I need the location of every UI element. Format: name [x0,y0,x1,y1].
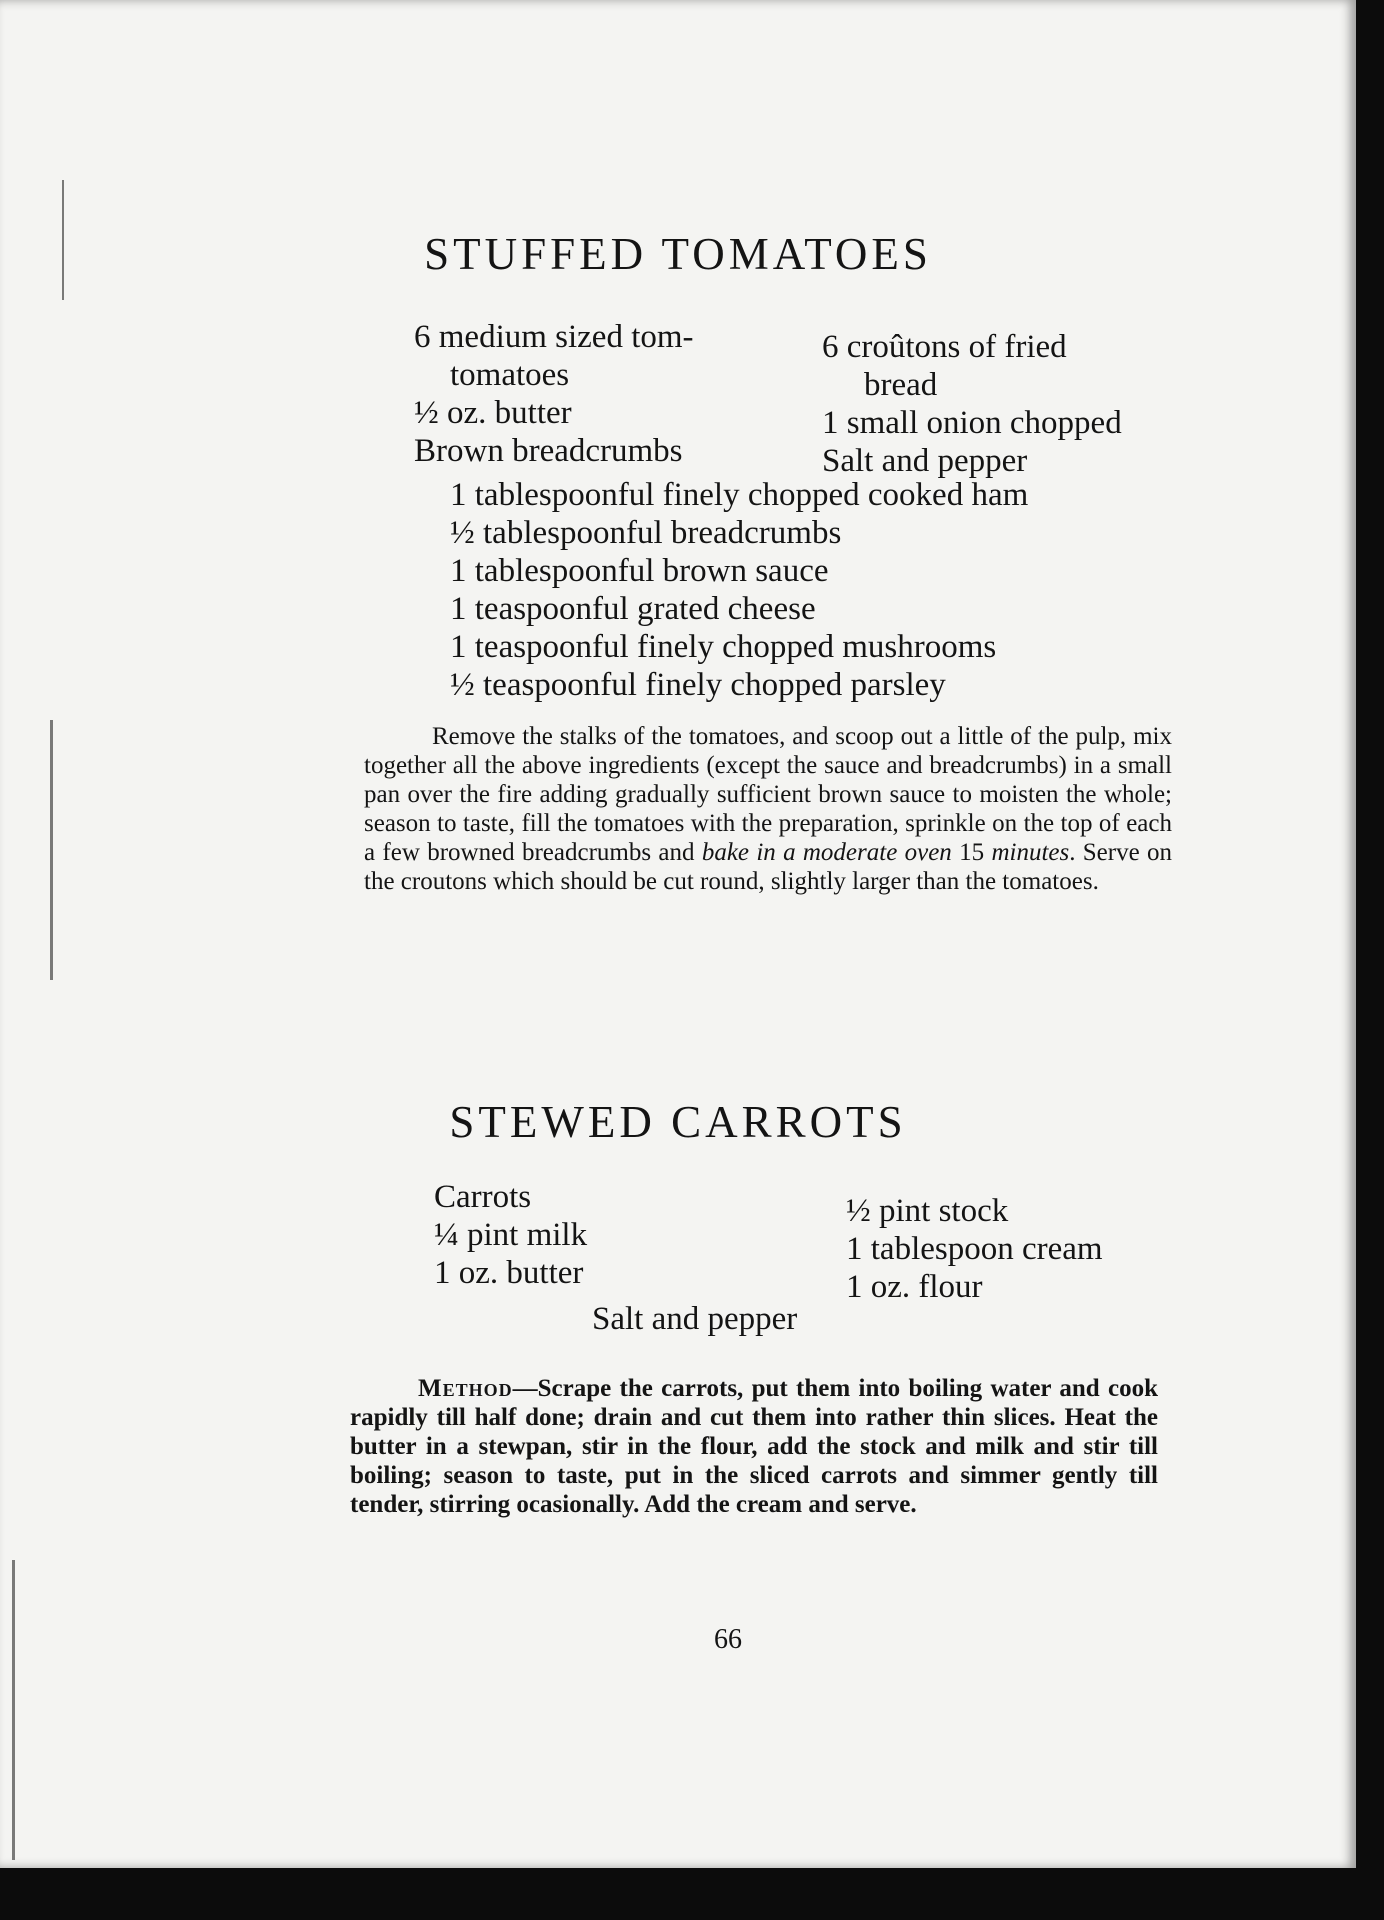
ingredient: Salt and pepper [822,443,1028,479]
ingredient: 1 tablespoon cream [846,1231,1103,1267]
ingredient: 6 medium sized tom- [414,319,694,355]
ingredient-centered [592,1300,797,1338]
ingredient: ½ oz. butter [414,395,572,431]
recipe-method-stuffed-tomatoes [364,722,1172,896]
recipe-method-stewed-carrots [350,1374,1158,1519]
ingredient: 1 oz. butter [434,1255,584,1291]
method-text: 15 [959,839,985,866]
ingredients-left-column [434,1178,587,1292]
ingredient: 6 croûtons of fried [822,329,1067,365]
scan-border-bottom [0,1868,1384,1920]
ingredient: bread [864,367,938,403]
method-italic-text: minutes [991,839,1070,866]
ingredient: ½ pint stock [846,1193,1009,1229]
method-text: . Serve on the croutons which should be cut round, slightly larger than the tomatoes. [364,839,1173,895]
ingredients-right-column [846,1192,1103,1306]
ingredient: 1 tablespoonful finely chopped cooked ham [450,477,1029,513]
page-number: 66 [714,1624,742,1655]
ingredient: ¼ pint milk [434,1217,588,1253]
ingredients-full-width [450,476,1028,704]
ingredient: 1 small onion chopped [822,405,1122,441]
ingredient: 1 teaspoonful grated cheese [450,591,816,627]
method-label: Method [418,1375,513,1402]
ingredient: ½ tablespoonful breadcrumbs [450,515,842,551]
ingredients-right-column [822,328,1122,480]
ingredient: Carrots [434,1179,532,1215]
ingredient: tomatoes [450,357,570,393]
scan-artifact [50,720,53,980]
ingredient: 1 oz. flour [846,1269,983,1305]
method-text: Remove the stalks of the tomatoes, and scoop out a little of the pulp, mix together all the above ingredients (except the sauce and breadcrumbs) in a small pan over the fire adding gradually sufficient brown sauce to moisten the whole; season to taste, fill the tomatoes with the preparation, sprinkle on the top of each a few browned breadcrumbs and [364,723,1172,866]
ingredient: 1 tablespoonful brown sauce [450,553,829,589]
method-italic-text: bake in a moderate oven [701,839,952,866]
method-text: —Scrape the carrots, put them into boiling water and cook rapidly till half done; drain and cut them into rather thin slices. Heat the butter in a stewpan, stir in the flour, add the stock and milk and stir till boiling; season to taste, put in the sliced carrots and simmer gently till tender, stirring ocasionally. Add the cream and serve. [350,1375,1158,1518]
recipe-title-stuffed-tomatoes: STUFFED TOMATOES [424,229,932,279]
ingredient: 1 teaspoonful finely chopped mushrooms [450,629,997,665]
ingredient: Brown breadcrumbs [414,433,683,469]
ingredient: Salt and pepper [592,1301,798,1337]
recipe-title-stewed-carrots: STEWED CARROTS [449,1097,907,1147]
ingredients-left-column [414,318,694,470]
scan-border-right [1356,0,1384,1868]
scan-artifact [12,1560,15,1860]
ingredient: ½ teaspoonful finely chopped parsley [450,667,946,703]
